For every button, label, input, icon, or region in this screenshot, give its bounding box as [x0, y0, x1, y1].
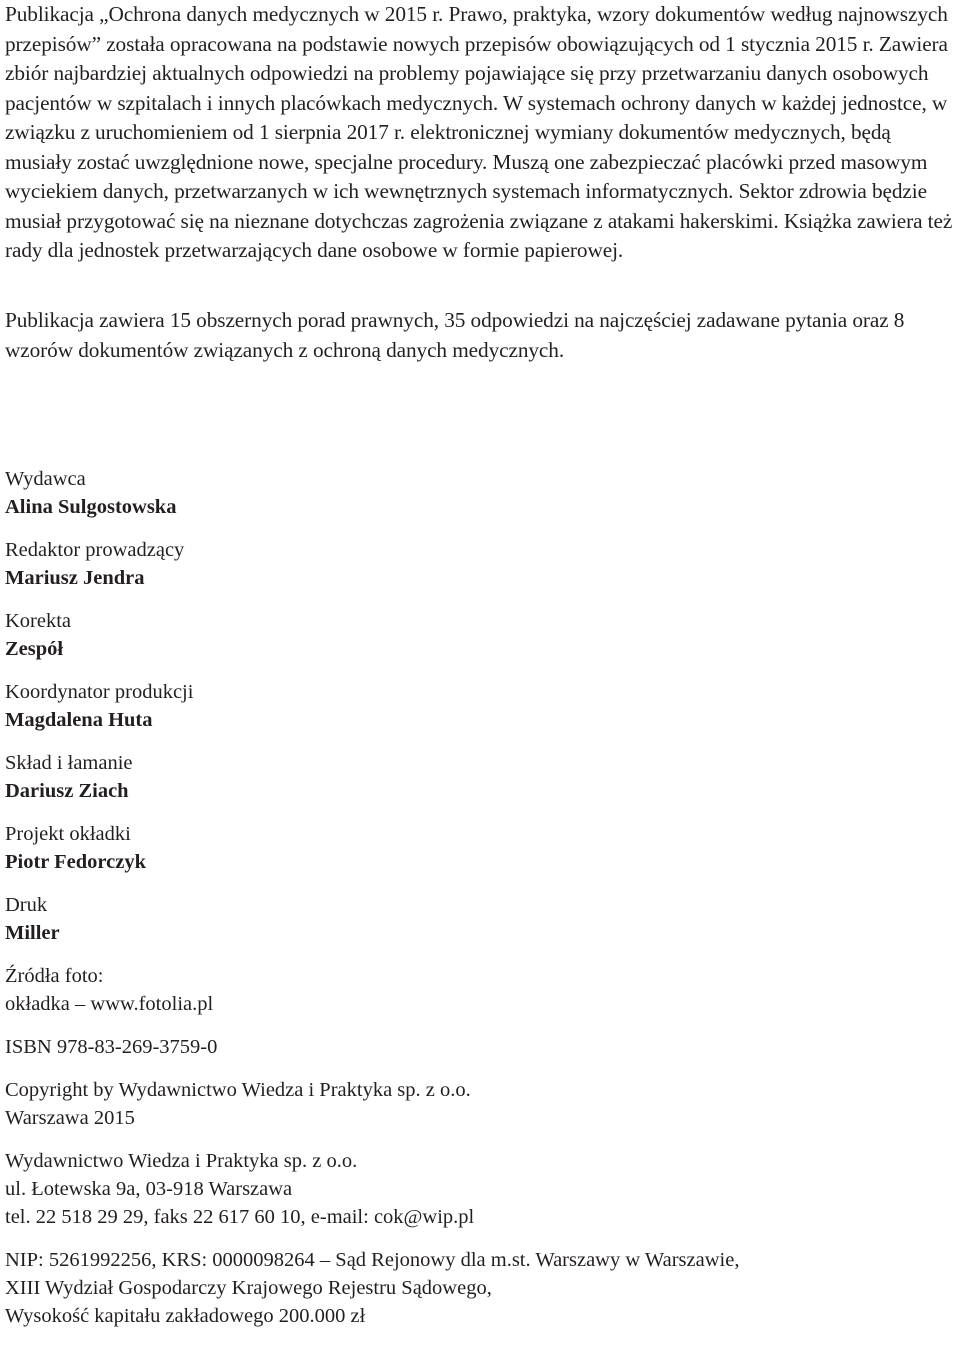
credit-managing-editor	[5, 536, 955, 592]
credit-name: Piotr Fedorczyk	[5, 851, 146, 873]
registry-line: NIP: 5261992256, KRS: 0000098264 – Sąd Rejonowy dla m.st. Warszawy w Warszawie,	[5, 1249, 740, 1271]
intro-paragraph: Publikacja „Ochrona danych medycznych w 2015 r. Prawo, praktyka, wzory dokumentów według najnowszych przepisów” została opracowana na podstawie nowych przepisów obowiązujących od 1 stycznia 2015 r. Zawiera zbiór najbardziej aktualnych odpowiedzi na problemy pojawiające się przy przetwarzaniu danych osobowych pacjentów w szpitalach i innych placówkach medycznych. W systemach ochrony danych w każdej jednostce, w związku z uruchomieniem od 1 sierpnia 2017 r. elektronicznej wymiany dokumentów medycznych, będą musiały zostać uwzględnione nowe, specjalne procedury. Muszą one zabezpieczać placówki przed masowym wyciekiem danych, przetwarzanych w ich wewnętrznych systemach informatycznych. Sektor zdrowia będzie musiał przygotować się na nieznane dotychczas zagrożenia związane z atakami hakerskimi. Książka zawiera też rady dla jednostek przetwarzających dane osobowe w formie papierowej.	[5, 2, 953, 262]
credit-role: Skład i łamanie	[5, 752, 133, 774]
credit-name: Mariusz Jendra	[5, 567, 145, 589]
credit-typesetting	[5, 749, 955, 805]
credits-section	[5, 465, 955, 1345]
credit-name: Miller	[5, 922, 60, 944]
publisher-address: ul. Łotewska 9a, 03-918 Warszawa	[5, 1178, 293, 1200]
registry-capital: Wysokość kapitału zakładowego 200.000 zł	[5, 1305, 366, 1327]
isbn-number: ISBN 978-83-269-3759-0	[5, 1036, 218, 1058]
credit-proofreading	[5, 607, 955, 663]
credit-cover-design	[5, 820, 955, 876]
publisher-contact	[5, 1147, 955, 1231]
credit-role: Koordynator produkcji	[5, 681, 194, 703]
publisher-name: Wydawnictwo Wiedza i Praktyka sp. z o.o.	[5, 1150, 358, 1172]
credit-name: Dariusz Ziach	[5, 780, 129, 802]
credit-role: Korekta	[5, 610, 72, 632]
credit-print	[5, 891, 955, 947]
credit-name: Zespół	[5, 638, 64, 660]
credit-role: Wydawca	[5, 468, 86, 490]
credit-name: Magdalena Huta	[5, 709, 153, 731]
copyright-notice	[5, 1076, 955, 1132]
copyright-place-year: Warszawa 2015	[5, 1107, 135, 1129]
publisher-phone-email: tel. 22 518 29 29, faks 22 617 60 10, e-mail: cok@wip.pl	[5, 1206, 475, 1228]
summary-paragraph: Publikacja zawiera 15 obszernych porad prawnych, 35 odpowiedzi na najczęściej zadawane pytania oraz 8 wzorów dokumentów związanych z ochroną danych medycznych.	[5, 308, 905, 362]
credit-role: Redaktor prowadzący	[5, 539, 185, 561]
credit-name: Alina Sulgostowska	[5, 496, 177, 518]
photo-sources-label: Źródła foto:	[5, 965, 104, 987]
credit-production-coordinator	[5, 678, 955, 734]
credit-role: Druk	[5, 894, 48, 916]
registry-line: XIII Wydział Gospodarczy Krajowego Rejestru Sądowego,	[5, 1277, 492, 1299]
isbn	[5, 1033, 955, 1061]
company-registry	[5, 1246, 955, 1330]
credit-publisher	[5, 465, 955, 521]
photo-sources-value: okładka – www.fotolia.pl	[5, 993, 214, 1015]
copyright-line: Copyright by Wydawnictwo Wiedza i Praktyka sp. z o.o.	[5, 1079, 471, 1101]
photo-sources	[5, 962, 955, 1018]
credit-role: Projekt okładki	[5, 823, 131, 845]
